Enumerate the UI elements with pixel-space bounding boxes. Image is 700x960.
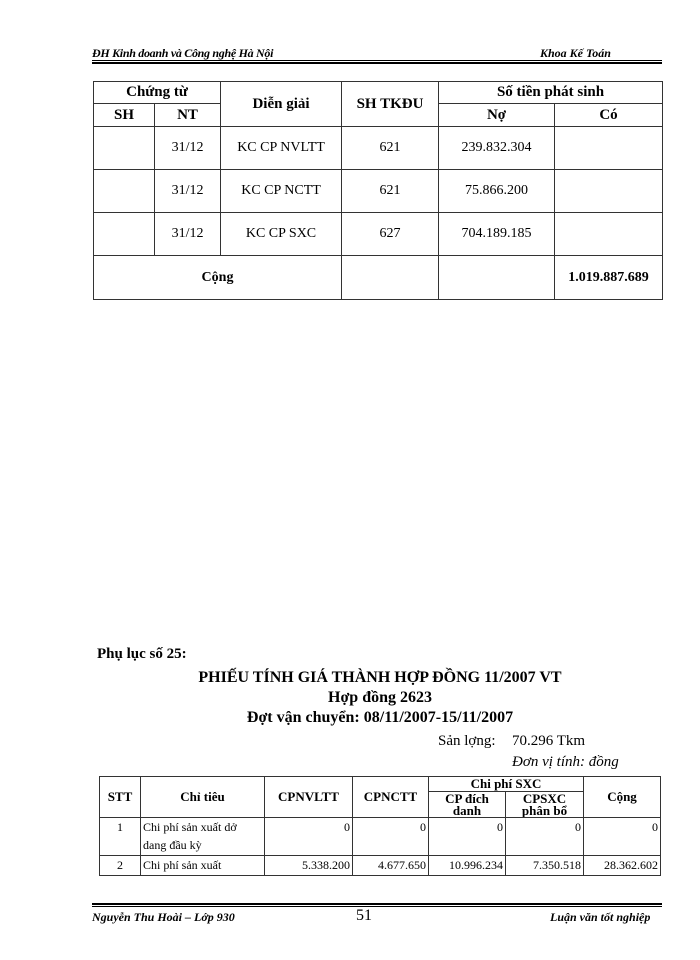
cell-cp-dich-danh: 0 — [429, 818, 506, 856]
cell-dien-giai: KC CP NVLTT — [221, 127, 342, 170]
cell-tk: 621 — [342, 127, 439, 170]
header-rule — [92, 60, 662, 64]
unit-note: Đơn vị tính: đồng — [512, 754, 619, 770]
cell-cong: 28.362.602 — [584, 856, 661, 876]
cell-cpnvltt: 0 — [265, 818, 353, 856]
footer-rule — [92, 903, 662, 907]
journal-table — [93, 81, 663, 300]
footer-thesis-label: Luận văn tốt nghiệp — [550, 910, 651, 924]
cell-nt: 31/12 — [155, 213, 221, 256]
cost-calculation-table — [99, 776, 661, 876]
col-header-cpnctt: CPNCTT — [353, 777, 429, 818]
table-row — [94, 127, 663, 170]
cell-co — [555, 127, 663, 170]
col-header-dien-giai: Diễn giải — [221, 82, 342, 127]
header-school-name: ĐH Kinh doanh và Công nghệ Hà Nội — [92, 46, 274, 60]
col-header-cpnvltt: CPNVLTT — [265, 777, 353, 818]
cell-tk: 627 — [342, 213, 439, 256]
table-row — [100, 818, 661, 856]
cell-sh — [94, 170, 155, 213]
cell-nt: 31/12 — [155, 170, 221, 213]
output-value: 70.296 Tkm — [512, 733, 586, 749]
table-row — [94, 213, 663, 256]
total-no — [439, 256, 555, 300]
shipping-period: Đợt vận chuyển: 08/11/2007-15/11/2007 — [246, 709, 514, 726]
total-label: Cộng — [94, 256, 342, 300]
col-header-cp-dich-danh: CP đích danh — [429, 792, 506, 818]
cell-no: 239.832.304 — [439, 127, 555, 170]
output-label: Sản lợng: — [438, 733, 496, 749]
col-header-chi-tieu: Chỉ tiêu — [141, 777, 265, 818]
total-row — [94, 256, 663, 300]
header-department: Khoa Kế Toán — [540, 46, 611, 60]
cell-no: 704.189.185 — [439, 213, 555, 256]
document-title: PHIẾU TÍNH GIÁ THÀNH HỢP ĐỒNG 11/2007 VT — [198, 669, 562, 686]
contract-number: Hợp đồng 2623 — [328, 689, 432, 706]
cell-cpnvltt: 5.338.200 — [265, 856, 353, 876]
col-header-cong: Cộng — [584, 777, 661, 818]
cell-cp-dich-danh: 10.996.234 — [429, 856, 506, 876]
col-header-co: Có — [555, 104, 663, 127]
cell-co — [555, 213, 663, 256]
page-number: 51 — [356, 907, 372, 924]
col-header-nt: NT — [155, 104, 221, 127]
cell-no: 75.866.200 — [439, 170, 555, 213]
col-header-cpsxc-phan-bo: CPSXC phân bổ — [506, 792, 584, 818]
total-tk — [342, 256, 439, 300]
cell-dien-giai: KC CP NCTT — [221, 170, 342, 213]
table-row — [94, 170, 663, 213]
cell-dien-giai: KC CP SXC — [221, 213, 342, 256]
appendix-label: Phụ lục số 25: — [97, 646, 187, 662]
table-row — [100, 856, 661, 876]
cell-co — [555, 170, 663, 213]
col-header-stt: STT — [100, 777, 141, 818]
cell-sh — [94, 127, 155, 170]
total-co: 1.019.887.689 — [555, 256, 663, 300]
footer-author: Nguyễn Thu Hoài – Lớp 930 — [92, 910, 235, 924]
cell-chi-tieu: Chi phí sản xuất dở dang đầu kỳ — [141, 818, 265, 856]
cell-cpsxc-phan-bo: 0 — [506, 818, 584, 856]
col-header-sh-tkdu: SH TKĐU — [342, 82, 439, 127]
cell-cpsxc-phan-bo: 7.350.518 — [506, 856, 584, 876]
cell-tk: 621 — [342, 170, 439, 213]
cell-cpnctt: 4.677.650 — [353, 856, 429, 876]
cell-nt: 31/12 — [155, 127, 221, 170]
col-header-sh: SH — [94, 104, 155, 127]
cell-cong: 0 — [584, 818, 661, 856]
cell-cpnctt: 0 — [353, 818, 429, 856]
cell-chi-tieu: Chi phí sản xuất — [141, 856, 265, 876]
col-header-cp-sxc: Chi phí SXC — [429, 777, 584, 792]
col-header-chung-tu: Chứng từ — [94, 82, 221, 104]
col-header-so-tien: Số tiền phát sinh — [439, 82, 663, 104]
cell-sh — [94, 213, 155, 256]
col-header-no: Nợ — [439, 104, 555, 127]
cell-stt: 1 — [100, 818, 141, 856]
cell-stt: 2 — [100, 856, 141, 876]
